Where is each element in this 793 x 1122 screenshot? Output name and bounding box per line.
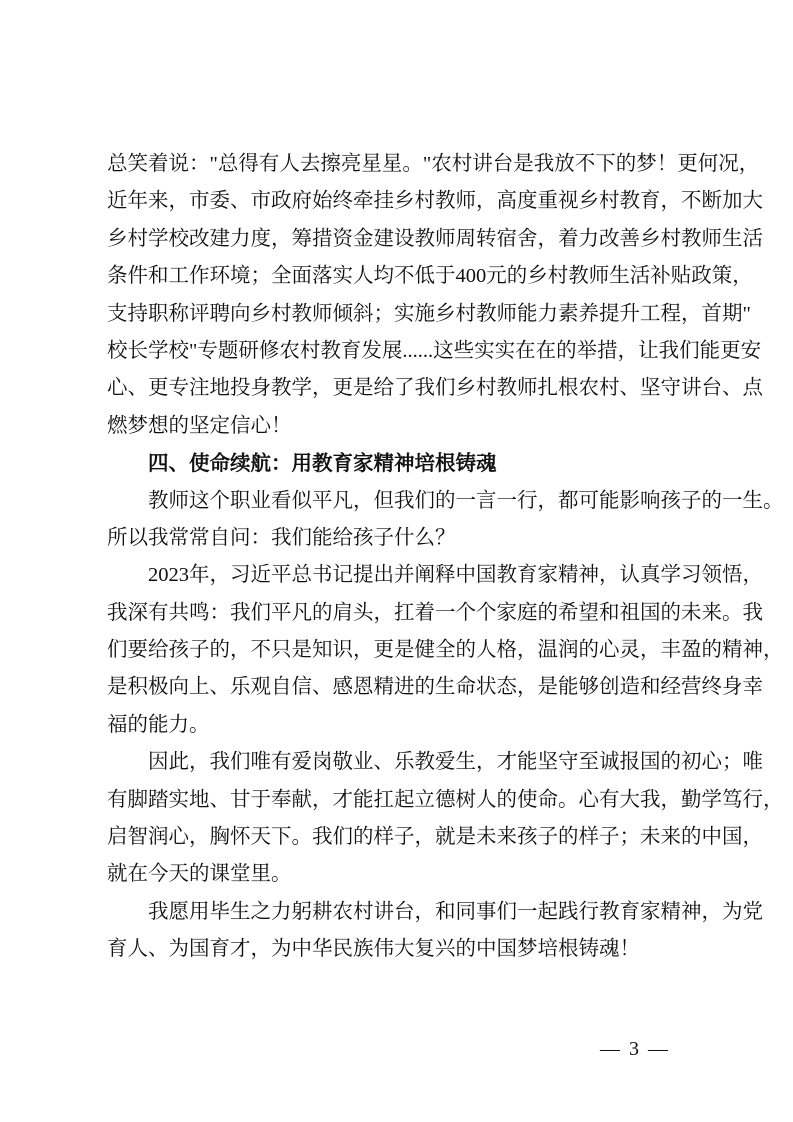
document-body xyxy=(107,146,784,969)
text-line: 2023年，习近平总书记提出并阐释中国教育家精神，认真学习领悟， xyxy=(148,564,763,587)
text-line: 们要给孩子的，不只是知识，更是健全的人格，温润的心灵，丰盈的精神， xyxy=(107,639,784,662)
text-line: 因此，我们唯有爱岗敬业、乐教爱生，才能坚守至诚报国的初心；唯 xyxy=(148,751,763,774)
text-line: 教师这个职业看似平凡，但我们的一言一行，都可能影响孩子的一生。 xyxy=(148,489,784,512)
text-line: 就在今天的课堂里。 xyxy=(107,863,292,886)
text-line: 我愿用毕生之力躬耕农村讲台，和同事们一起践行教育家精神，为党 xyxy=(148,900,763,923)
text-line: 燃梦想的坚定信心！ xyxy=(107,414,292,437)
text-line: 是积极向上、乐观自信、感恩精进的生命状态，是能够创造和经营终身幸 xyxy=(107,676,763,699)
paragraph xyxy=(107,744,784,894)
text-line: 乡村学校改建力度，筹措资金建设教师周转宿舍，着力改善乡村教师生活 xyxy=(107,227,763,250)
paragraph xyxy=(107,894,763,969)
text-line: 有脚踏实地、甘于奉献，才能扛起立德树人的使命。心有大我，勤学笃行， xyxy=(107,788,784,811)
text-line: 福的能力。 xyxy=(107,713,210,736)
text-line: 育人、为国育才，为中华民族伟大复兴的中国梦培根铸魂！ xyxy=(107,938,640,961)
paragraph xyxy=(107,146,763,445)
text-line: 校长学校"专题研修农村教育发展......这些实实在在的举措，让我们能更安 xyxy=(107,339,762,362)
text-line: 我深有共鸣：我们平凡的肩头，扛着一个个家庭的希望和祖国的未来。我 xyxy=(107,601,763,624)
text-line: 总笑着说："总得有人去擦亮星星。"农村讲台是我放不下的梦！更何况， xyxy=(107,153,760,175)
text-line: 支持职称评聘向乡村教师倾斜；实施乡村教师能力素养提升工程，首期" xyxy=(107,302,751,325)
text-line: 启智润心，胸怀天下。我们的样子，就是未来孩子的样子；未来的中国， xyxy=(107,826,763,849)
section-heading: 四、使命续航：用教育家精神培根铸魂 xyxy=(148,451,497,476)
text-line: 近年来，市委、市政府始终牵挂乡村教师，高度重视乡村教育，不断加大 xyxy=(107,190,763,213)
page-number: — 3 — xyxy=(600,1038,670,1060)
text-line: 条件和工作环境；全面落实人均不低于400元的乡村教师生活补贴政策， xyxy=(107,265,753,288)
paragraph xyxy=(107,557,784,744)
paragraph xyxy=(107,483,784,558)
text-line: 心、更专注地投身教学，更是给了我们乡村教师扎根农村、坚守讲台、点 xyxy=(107,377,763,400)
text-line: 所以我常常自问：我们能给孩子什么？ xyxy=(107,526,456,549)
